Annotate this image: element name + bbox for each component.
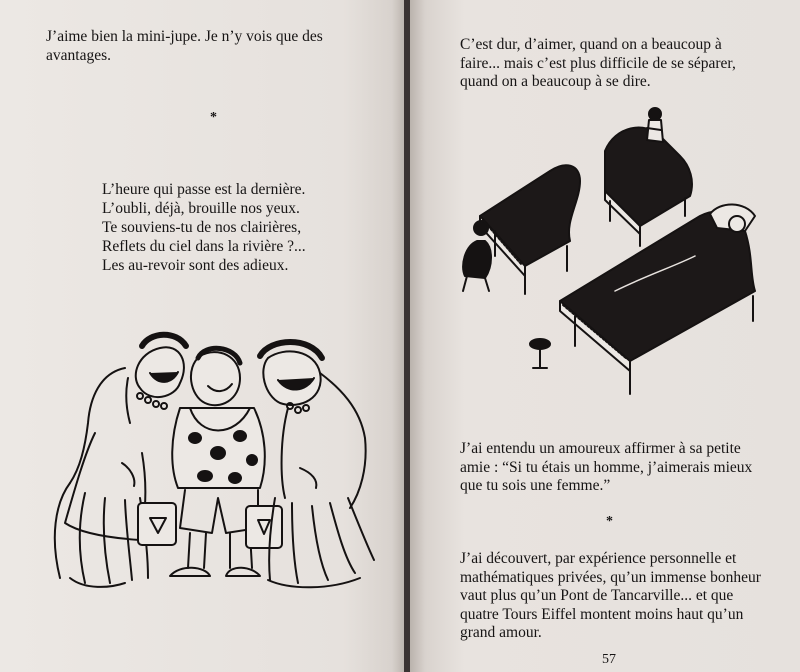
poem-line-5: Les au-revoir sont des adieux. [102, 257, 289, 274]
poem-line-4: Reflets du ciel dans la rivière ?... [102, 238, 306, 255]
right-paragraph-bonheur: J’ai découvert, par expérience personnelle et mathématiques privées, qu’un immense bonheur vaut plus qu’un Pont de Tancarville... et que quatre Tours Eiffel montent moins haut qu’un grand amour. [460, 550, 761, 641]
right-paragraph-aimer: C’est dur, d’aimer, quand on a beaucoup à faire... mais c’est plus difficile de se séparer, quand on a beaucoup à se dire. [460, 36, 736, 90]
hula-dancers-illustration [30, 328, 380, 590]
poem-line-3: Te souviens-tu de nos clairières, [102, 219, 302, 236]
page-number: 57 [602, 652, 616, 667]
left-paragraph-mini-jupe: J’aime bien la mini-jupe. Je n’y vois que des avantages. [46, 28, 323, 64]
poem-line-1: L’heure qui passe est la dernière. [102, 181, 306, 198]
poem-line-2: L’oubli, déjà, brouille nos yeux. [102, 200, 300, 217]
grand-pianos-illustration [455, 106, 775, 398]
left-separator-star: * [210, 110, 217, 125]
right-paragraph-amoureux: J’ai entendu un amoureux affirmer à sa petite amie : “Si tu étais un homme, j’aimerais mieux que tu sois une femme.” [460, 440, 753, 494]
right-page [410, 0, 800, 672]
right-separator-star: * [606, 514, 613, 529]
